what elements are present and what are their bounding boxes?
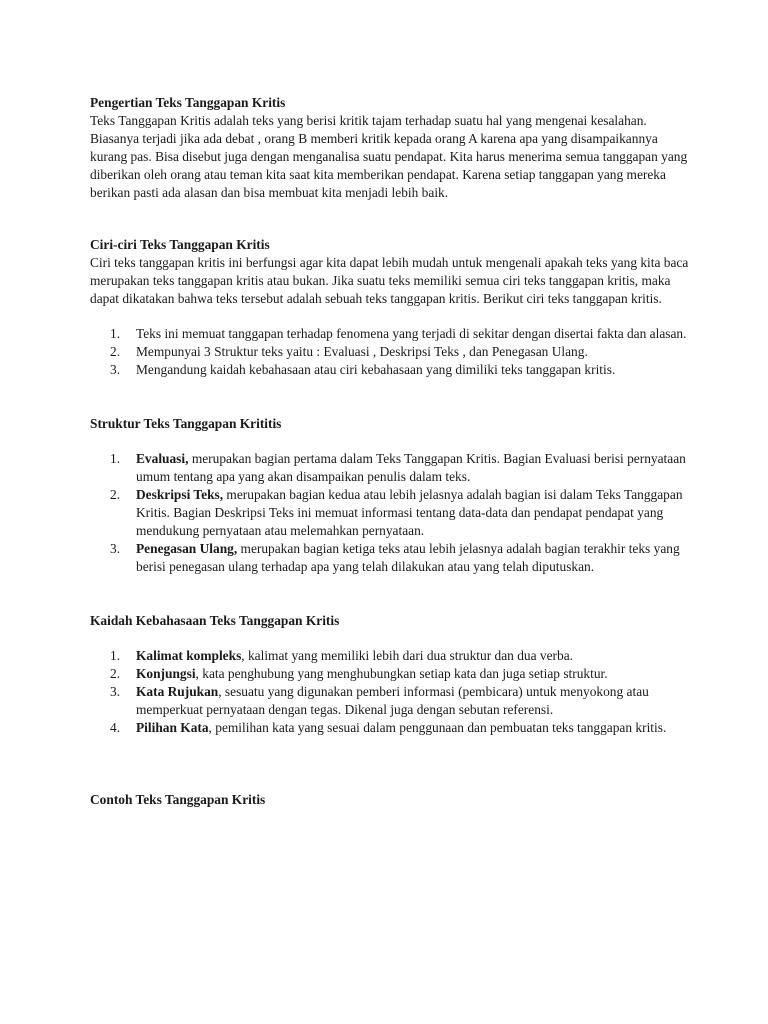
section-pengertian <box>90 94 690 202</box>
section-heading: Ciri-ciri Teks Tanggapan Kritis <box>90 237 270 252</box>
list-item: 3. Penegasan Ulang, merupakan bagian ketiga teks atau lebih jelasnya adalah bagian terakhir teks yang berisi penegasan ulang terhadap apa yang telah dilakukan atau yang telah diputuskan. <box>110 541 680 574</box>
section-kaidah <box>90 612 690 737</box>
list-item: 3. Mengandung kaidah kebahasaan atau ciri kebahasaan yang dimiliki teks tanggapan kritis. <box>110 362 616 377</box>
section-heading: Struktur Teks Tanggapan Krititis <box>90 416 282 431</box>
list-item: 3. Kata Rujukan, sesuatu yang digunakan pemberi informasi (pembicara) untuk menyokong atau memperkuat pernyataan dengan tegas. Dikenal juga dengan sebutan referensi. <box>110 684 649 717</box>
document-page <box>90 94 690 809</box>
section-struktur <box>90 415 690 576</box>
section-heading: Contoh Teks Tanggapan Kritis <box>90 792 266 807</box>
list-item: 2. Konjungsi, kata penghubung yang menghubungkan setiap kata dan juga setiap struktur. <box>110 666 608 681</box>
list-item: 1. Evaluasi, merupakan bagian pertama dalam Teks Tanggapan Kritis. Bagian Evaluasi berisi pernyataan umum tentang apa yang akan disampaikan penulis dalam teks. <box>110 451 686 484</box>
section-paragraph: Ciri teks tanggapan kritis ini berfungsi agar kita dapat lebih mudah untuk mengenali apakah teks yang kita baca merupakan teks tanggapan kritis atau bukan. Jika suatu teks memiliki semua ciri teks tanggapan kritis, maka dapat dikatakan bahwa teks tersebut adalah sebuah teks tanggapan kritis. Berikut ciri teks tanggapan kritis. <box>90 255 689 306</box>
ciri-list <box>90 325 690 379</box>
list-item: 2. Deskripsi Teks, merupakan bagian kedua atau lebih jelasnya adalah bagian isi dalam Teks Tanggapan Kritis. Bagian Deskripsi Teks ini memuat informasi tentang data-data dan pendapat pendapat yang mendukung pernyataan atau melemahkan pernyataan. <box>110 487 683 538</box>
section-contoh <box>90 791 690 809</box>
list-item: 2. Mempunyai 3 Struktur teks yaitu : Evaluasi , Deskripsi Teks , dan Penegasan Ulang. <box>110 344 588 359</box>
struktur-list <box>90 450 690 576</box>
section-heading: Pengertian Teks Tanggapan Kritis <box>90 95 286 110</box>
section-ciri-ciri <box>90 236 690 379</box>
list-item: 1. Kalimat kompleks, kalimat yang memiliki lebih dari dua struktur dan dua verba. <box>110 648 573 663</box>
section-paragraph: Teks Tanggapan Kritis adalah teks yang berisi kritik tajam terhadap suatu hal yang mengenai kesalahan. Biasanya terjadi jika ada debat , orang B memberi kritik kepada orang A karena apa yang disampaikannya kurang pas. Bisa disebut juga dengan menganalisa suatu pendapat. Kita harus menerima semua tanggapan yang diberikan oleh orang atau teman kita saat kita memberikan pendapat. Karena setiap tanggapan yang mereka berikan pasti ada alasan dan bisa membuat kita menjadi lebih baik. <box>90 113 688 200</box>
kaidah-list <box>90 647 690 737</box>
list-item: 1. Teks ini memuat tanggapan terhadap fenomena yang terjadi di sekitar dengan disertai fakta dan alasan. <box>110 326 687 341</box>
section-heading: Kaidah Kebahasaan Teks Tanggapan Kritis <box>90 613 340 628</box>
list-item: 4. Pilihan Kata, pemilihan kata yang sesuai dalam penggunaan dan pembuatan teks tanggapan kritis. <box>110 720 667 735</box>
